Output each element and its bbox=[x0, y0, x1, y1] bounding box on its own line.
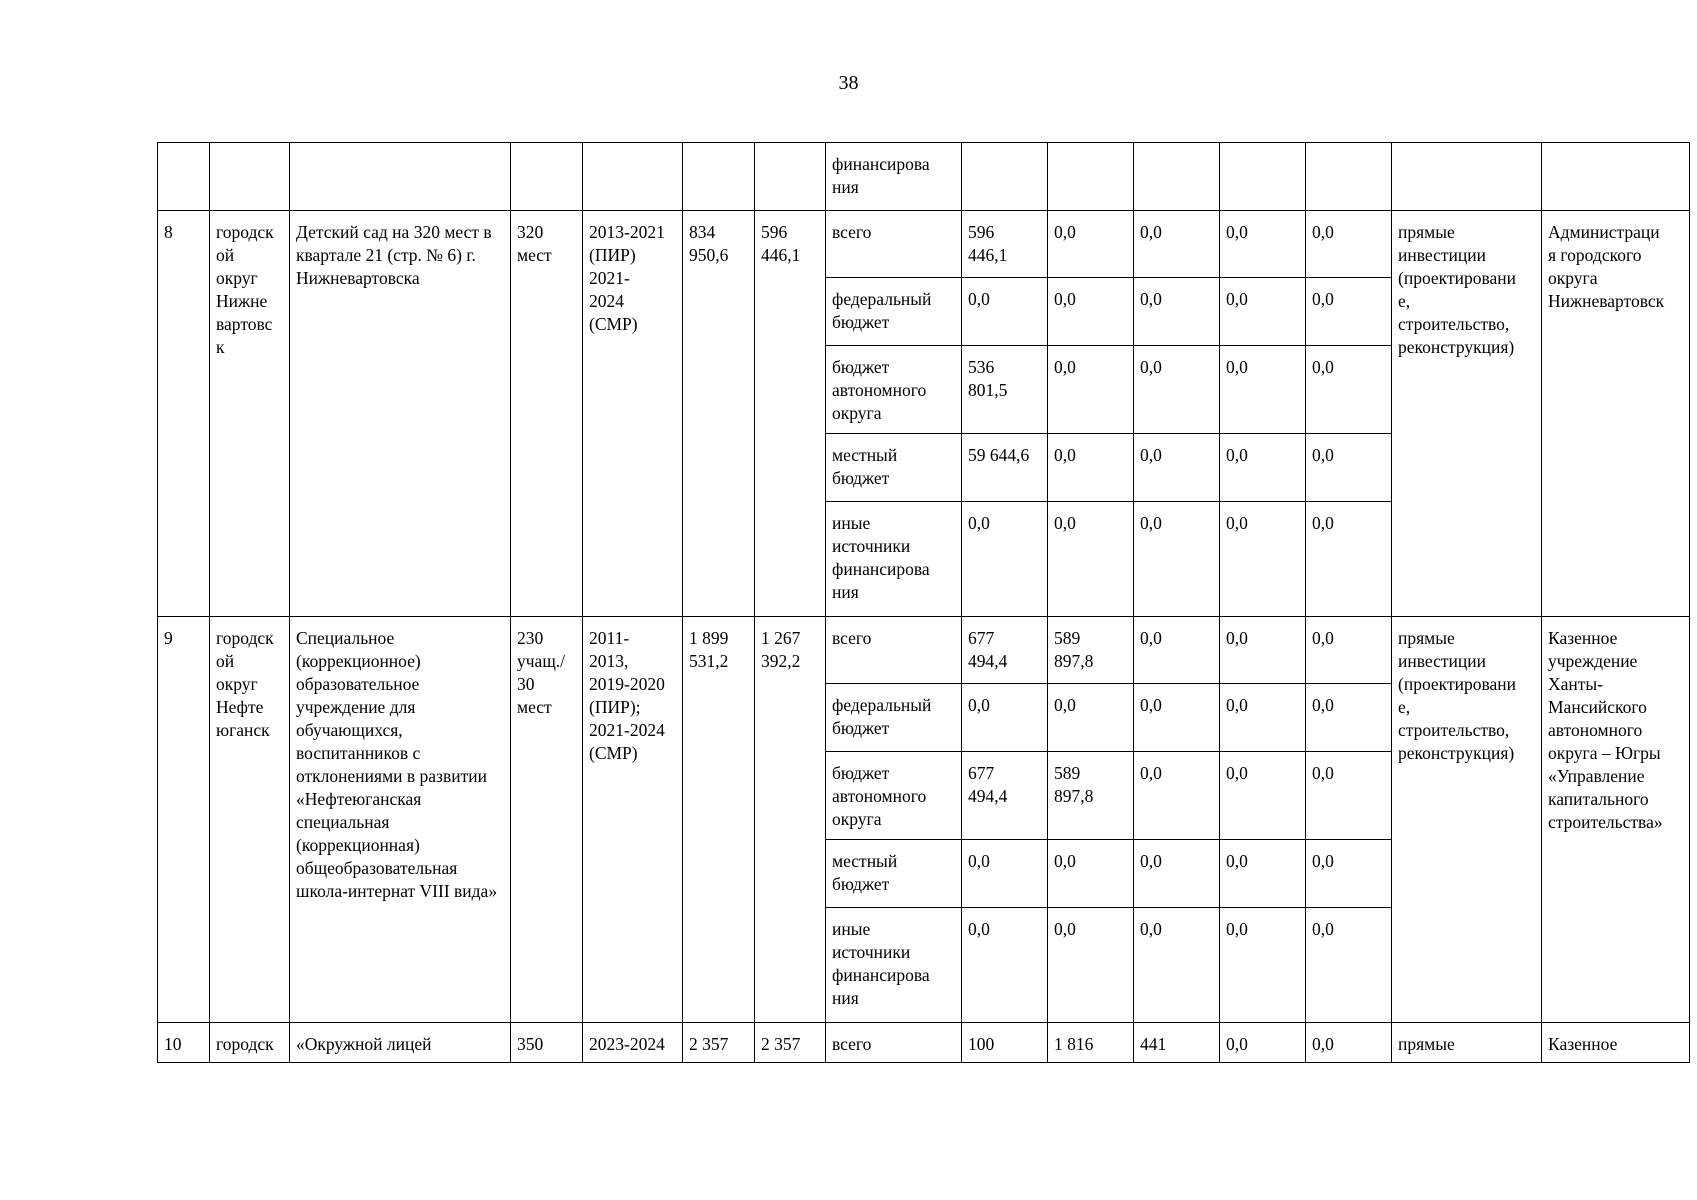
cell-municipality: городск bbox=[210, 1023, 290, 1063]
cell-value: 0,0 bbox=[1134, 346, 1220, 434]
cell-cost-total: 1 899 531,2 bbox=[683, 617, 755, 1023]
cell-value: 0,0 bbox=[1306, 211, 1392, 278]
cell-value: 1 816 bbox=[1048, 1023, 1134, 1063]
cell-customer: Администраци я городского округа Нижневартовск bbox=[1542, 211, 1690, 617]
table-row bbox=[158, 1023, 1690, 1063]
cell-value: 0,0 bbox=[1220, 684, 1306, 752]
cell-funding-source: всего bbox=[826, 617, 962, 684]
cell-value: 677 494,4 bbox=[962, 617, 1048, 684]
cell-num bbox=[158, 143, 210, 211]
cell-period: 2023-2024 bbox=[583, 1023, 683, 1063]
cell-cost-total bbox=[683, 143, 755, 211]
cell-value bbox=[1220, 143, 1306, 211]
cell-value: 0,0 bbox=[1134, 278, 1220, 346]
cell-value: 0,0 bbox=[1306, 617, 1392, 684]
cell-value bbox=[1306, 143, 1392, 211]
cell-value: 0,0 bbox=[1220, 502, 1306, 617]
cell-value bbox=[1134, 143, 1220, 211]
cell-value: 0,0 bbox=[1048, 278, 1134, 346]
cell-value: 441 bbox=[1134, 1023, 1220, 1063]
cell-value: 0,0 bbox=[1306, 684, 1392, 752]
cell-capacity: 320 мест bbox=[511, 211, 583, 617]
cell-num: 10 bbox=[158, 1023, 210, 1063]
cell-cost-remaining: 596 446,1 bbox=[755, 211, 826, 617]
cell-value: 0,0 bbox=[1048, 840, 1134, 908]
cell-funding-source: всего bbox=[826, 1023, 962, 1063]
cell-funding-source: бюджет автономного округа bbox=[826, 752, 962, 840]
cell-value: 0,0 bbox=[962, 684, 1048, 752]
cell-customer bbox=[1542, 143, 1690, 211]
cell-cost-total: 834 950,6 bbox=[683, 211, 755, 617]
cell-value bbox=[962, 143, 1048, 211]
cell-value: 0,0 bbox=[1220, 908, 1306, 1023]
cell-object-name: Специальное (коррекционное) образовательное учреждение для обучающихся, воспитанников с отклонениями в развитии «Нефтеюганская специальная (коррекционная) общеобразовательная школа-интернат VIII вида» bbox=[290, 617, 511, 1023]
cell-period: 2013-2021 (ПИР) 2021- 2024 (СМР) bbox=[583, 211, 683, 617]
cell-funding-source: бюджет автономного округа bbox=[826, 346, 962, 434]
cell-value: 0,0 bbox=[1306, 346, 1392, 434]
cell-value: 0,0 bbox=[1220, 840, 1306, 908]
table-row bbox=[158, 211, 1690, 278]
cell-value: 0,0 bbox=[1048, 434, 1134, 502]
cell-mechanism: прямые инвестиции (проектировани е, строительство, реконструкция) bbox=[1392, 211, 1542, 617]
cell-cost-total: 2 357 bbox=[683, 1023, 755, 1063]
cell-value: 0,0 bbox=[1134, 752, 1220, 840]
cell-value: 0,0 bbox=[1220, 346, 1306, 434]
cell-capacity bbox=[511, 143, 583, 211]
cell-funding-source: иные источники финансирова ния bbox=[826, 502, 962, 617]
cell-mechanism: прямые bbox=[1392, 1023, 1542, 1063]
cell-value: 0,0 bbox=[962, 840, 1048, 908]
cell-value: 0,0 bbox=[1134, 211, 1220, 278]
cell-mechanism: прямые инвестиции (проектировани е, строительство, реконструкция) bbox=[1392, 617, 1542, 1023]
table-row bbox=[158, 617, 1690, 684]
cell-value: 0,0 bbox=[1306, 1023, 1392, 1063]
cell-num: 9 bbox=[158, 617, 210, 1023]
cell-value: 0,0 bbox=[1134, 840, 1220, 908]
cell-customer: Казенное учреждение Ханты- Мансийского автономного округа – Югры «Управление капитального строительства» bbox=[1542, 617, 1690, 1023]
cell-value: 596 446,1 bbox=[962, 211, 1048, 278]
cell-object-name: Детский сад на 320 мест в квартале 21 (стр. № 6) г. Нижневартовска bbox=[290, 211, 511, 617]
cell-value: 0,0 bbox=[1306, 840, 1392, 908]
cell-funding-source: местный бюджет bbox=[826, 840, 962, 908]
cell-num: 8 bbox=[158, 211, 210, 617]
cell-customer: Казенное bbox=[1542, 1023, 1690, 1063]
cell-value: 0,0 bbox=[1048, 502, 1134, 617]
cell-value: 589 897,8 bbox=[1048, 752, 1134, 840]
cell-cost-remaining bbox=[755, 143, 826, 211]
cell-funding-source: иные источники финансирова ния bbox=[826, 908, 962, 1023]
cell-value: 0,0 bbox=[1306, 752, 1392, 840]
cell-municipality: городск ой округ Нефте юганск bbox=[210, 617, 290, 1023]
cell-value: 0,0 bbox=[1220, 434, 1306, 502]
cell-value: 0,0 bbox=[962, 502, 1048, 617]
cell-value: 0,0 bbox=[1306, 434, 1392, 502]
continuation-row bbox=[158, 143, 1690, 211]
cell-value: 0,0 bbox=[1220, 617, 1306, 684]
cell-value: 0,0 bbox=[1306, 278, 1392, 346]
cell-object-name bbox=[290, 143, 511, 211]
cell-value: 0,0 bbox=[1048, 684, 1134, 752]
cell-value: 0,0 bbox=[1220, 752, 1306, 840]
cell-value: 589 897,8 bbox=[1048, 617, 1134, 684]
cell-value: 0,0 bbox=[1048, 346, 1134, 434]
cell-cost-remaining: 1 267 392,2 bbox=[755, 617, 826, 1023]
cell-value bbox=[1048, 143, 1134, 211]
cell-period bbox=[583, 143, 683, 211]
cell-value: 0,0 bbox=[1306, 502, 1392, 617]
cell-value: 0,0 bbox=[1220, 1023, 1306, 1063]
cell-value: 59 644,6 bbox=[962, 434, 1048, 502]
cell-cost-remaining: 2 357 bbox=[755, 1023, 826, 1063]
cell-funding-source: всего bbox=[826, 211, 962, 278]
cell-municipality: городск ой округ Нижне вартовс к bbox=[210, 211, 290, 617]
cell-value: 0,0 bbox=[1134, 502, 1220, 617]
cell-value: 0,0 bbox=[1134, 684, 1220, 752]
cell-object-name: «Окружной лицей bbox=[290, 1023, 511, 1063]
cell-capacity: 350 bbox=[511, 1023, 583, 1063]
cell-value: 0,0 bbox=[1134, 434, 1220, 502]
cell-value: 677 494,4 bbox=[962, 752, 1048, 840]
cell-funding-source: местный бюджет bbox=[826, 434, 962, 502]
cell-funding-source: финансирова ния bbox=[826, 143, 962, 211]
cell-value: 0,0 bbox=[1048, 211, 1134, 278]
cell-funding-source: федеральный бюджет bbox=[826, 684, 962, 752]
cell-mechanism bbox=[1392, 143, 1542, 211]
cell-funding-source: федеральный бюджет bbox=[826, 278, 962, 346]
page-number: 38 bbox=[838, 72, 859, 94]
cell-value: 0,0 bbox=[962, 278, 1048, 346]
cell-value: 0,0 bbox=[1134, 908, 1220, 1023]
cell-value: 0,0 bbox=[1134, 617, 1220, 684]
cell-value: 0,0 bbox=[1220, 211, 1306, 278]
investment-objects-table bbox=[157, 142, 1690, 1063]
cell-municipality bbox=[210, 143, 290, 211]
cell-capacity: 230 учащ./ 30 мест bbox=[511, 617, 583, 1023]
cell-value: 0,0 bbox=[1048, 908, 1134, 1023]
cell-value: 536 801,5 bbox=[962, 346, 1048, 434]
cell-value: 100 bbox=[962, 1023, 1048, 1063]
cell-period: 2011- 2013, 2019-2020 (ПИР); 2021-2024 (СМР) bbox=[583, 617, 683, 1023]
cell-value: 0,0 bbox=[1306, 908, 1392, 1023]
cell-value: 0,0 bbox=[962, 908, 1048, 1023]
cell-value: 0,0 bbox=[1220, 278, 1306, 346]
